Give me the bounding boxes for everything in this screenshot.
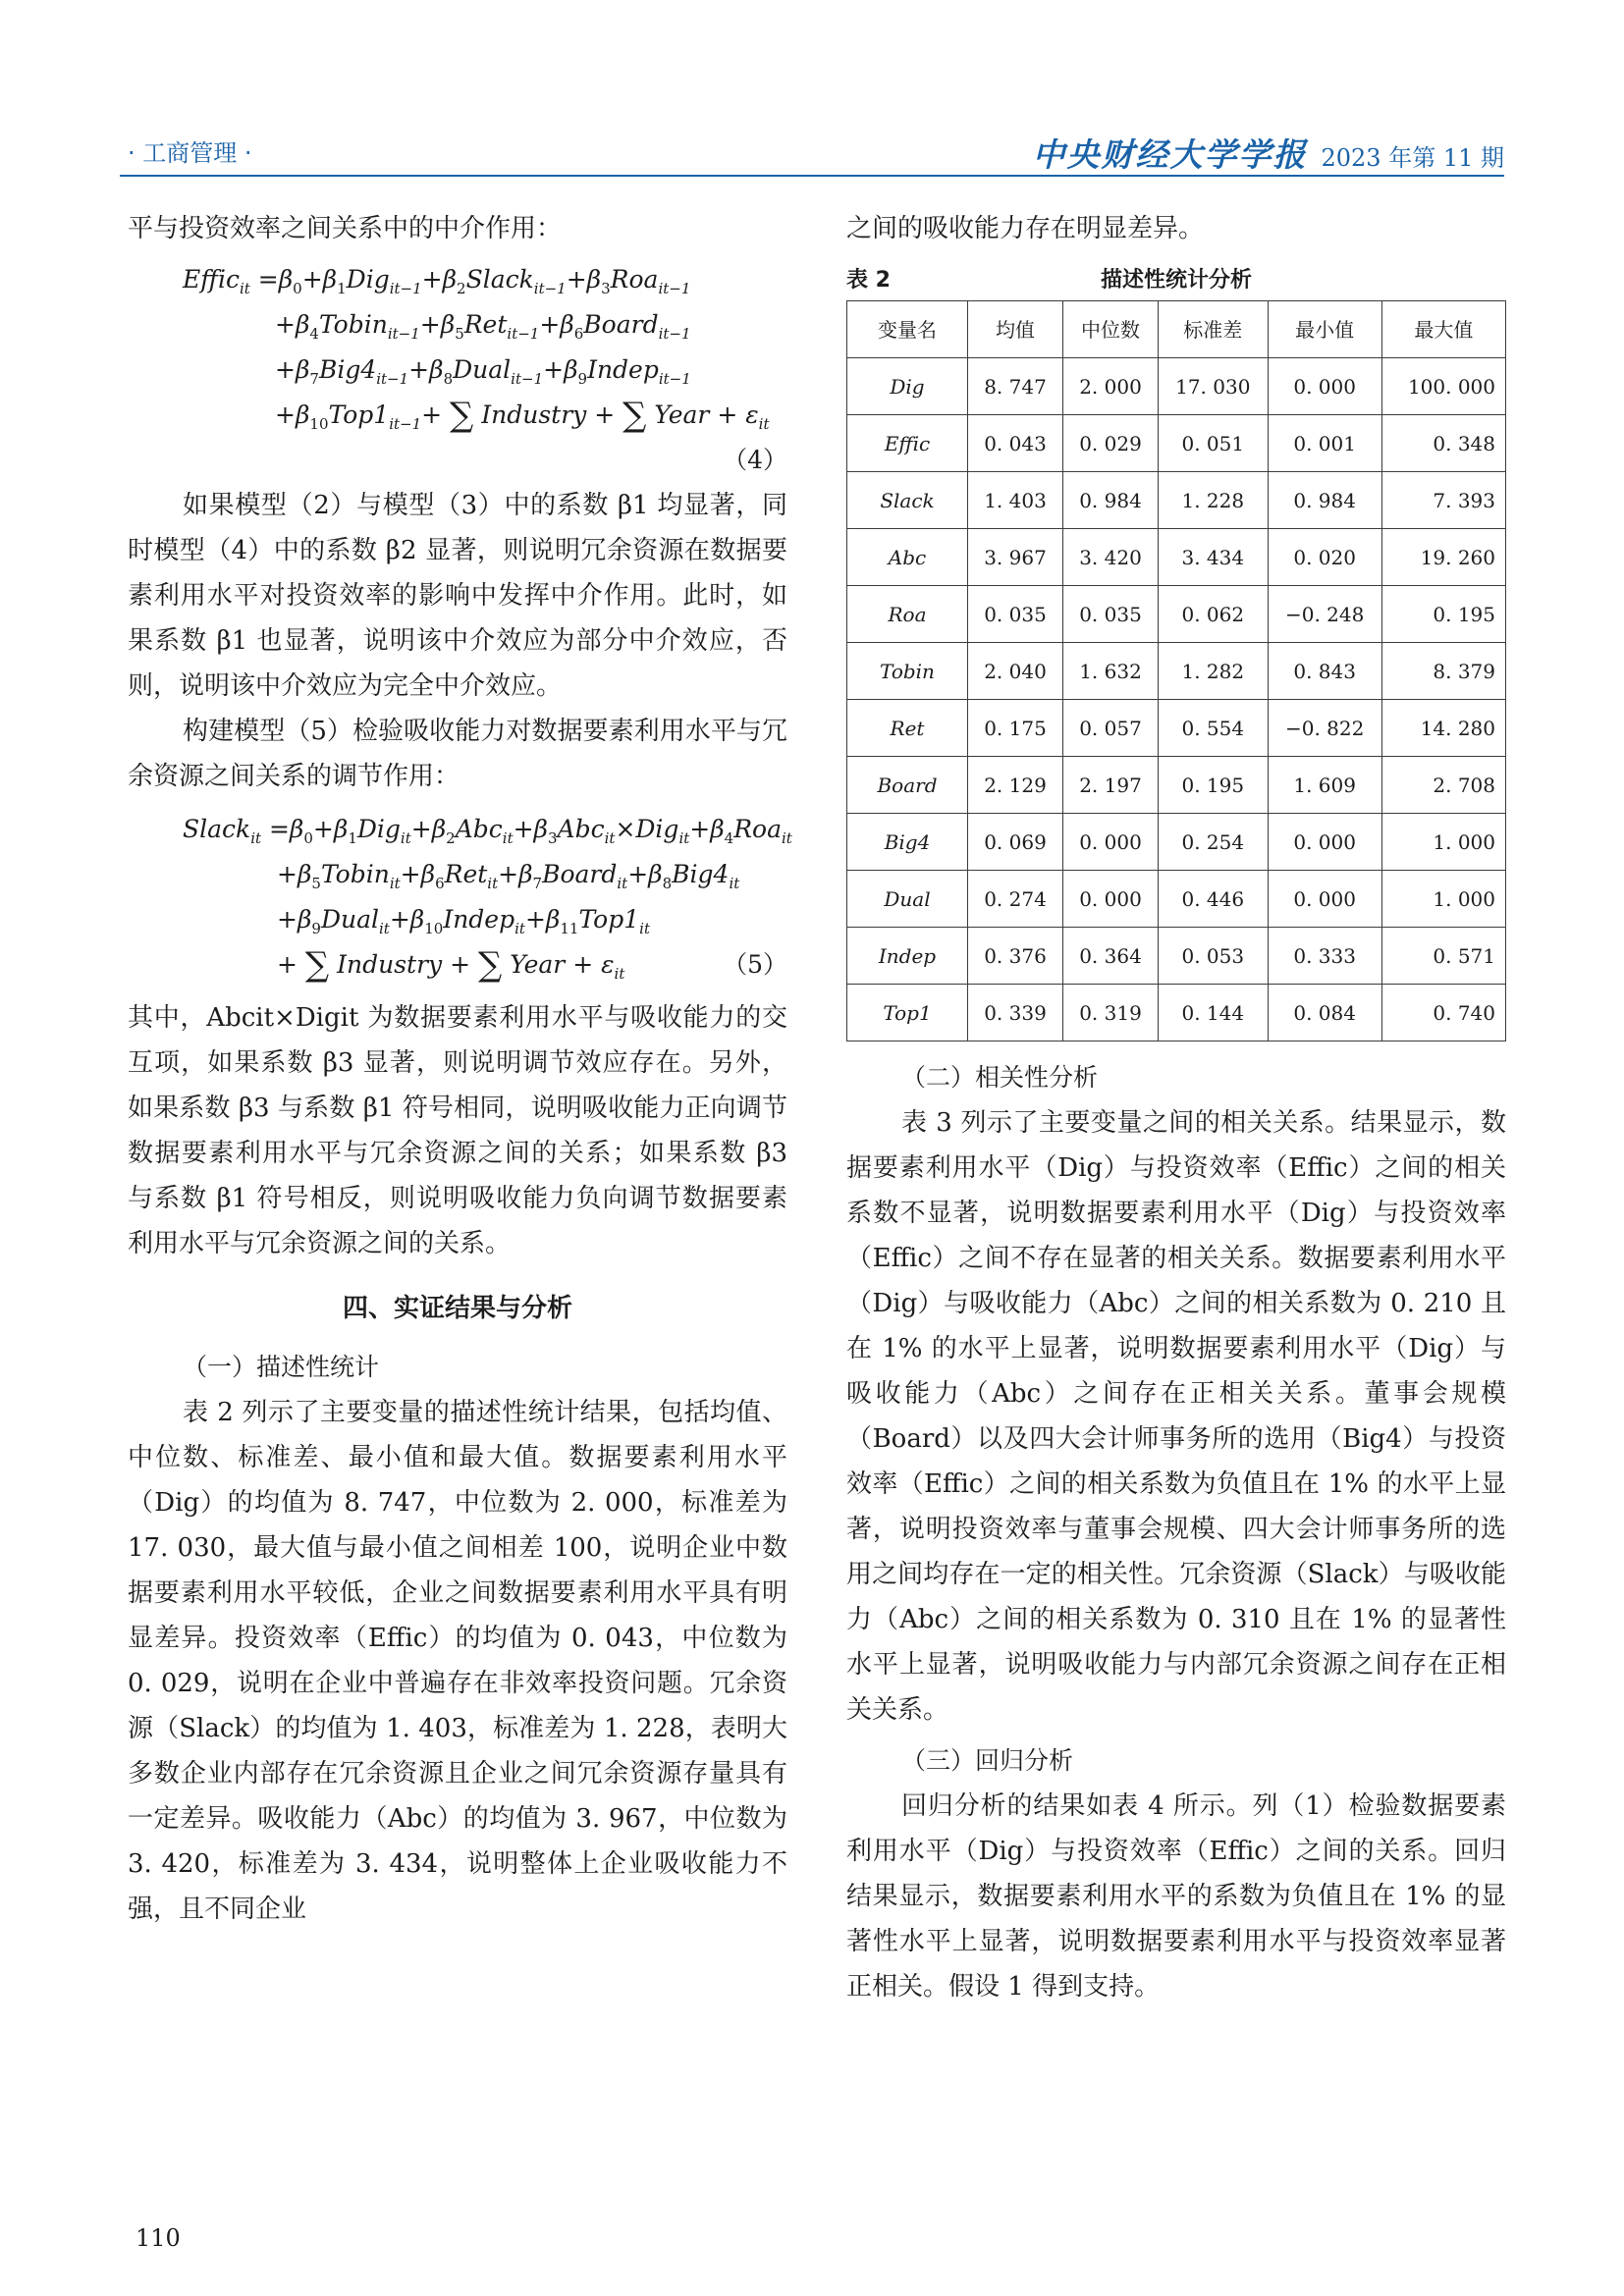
- header-cell: 均值: [968, 301, 1063, 358]
- cell-max: 19. 260: [1381, 529, 1505, 586]
- cell-min: 0. 000: [1268, 871, 1381, 928]
- cell-mean: 0. 339: [968, 985, 1063, 1041]
- equation-4: Effic$_{it}$ $=\beta_0+\beta_1Dig_{it-1}+\beta_2Slack_{it-1}+\beta_3Roa_{it-1}$ $+\beta_4Tobin_{it-1}+\beta_5Ret_{it-1}+\beta_6Board_{it-1}$ $+\beta_7Big4_{it-1}+\beta_8Dual_{it-1}+\beta_9Indep_{it-1}$ $+\beta_{10}Top1_{it-1}+$ ∑ Industry + ∑ Year + $\varepsilon_{it}$ （4）: [128, 257, 787, 483]
- cell-sd: 17. 030: [1159, 358, 1269, 415]
- left-paragraph-3: 构建模型（5）检验吸收能力对数据要素利用水平与冗余资源之间关系的调节作用：: [128, 717, 787, 791]
- right-paragraph-2: 表 3 列示了主要变量之间的相关关系。结果显示，数据要素利用水平（Dig）与投资效率（Effic）之间的相关系数不显著，说明数据要素利用水平（Dig）与投资效率（Effic）之间不存在显著的相关关系。数据要素利用水平（Dig）与吸收能力（Abc）之间的相关系数为 0. 210 且在 1% 的水平上显著，说明数据要素利用水平（Dig）与吸收能力（Abc）之间存在正相关关系。董事会规模（Board）以及四大会计师事务所的选用（Big4）与投资效率（Effic）之间的相关系数为负值且在 1% 的水平上显著，说明投资效率与董事会规模、四大会计师事务所的选用之间均存在一定的相关性。冗余资源（Slack）与吸收能力（Abc）之间的相关系数为 0. 310 且在 1% 的显著性水平上显著，说明吸收能力与内部冗余资源之间存在正相关关系。: [846, 1108, 1506, 1725]
- variable-name: Dig: [847, 358, 968, 415]
- table-row: [847, 985, 1506, 1041]
- cell-mean: 0. 175: [968, 700, 1063, 757]
- table-row: [847, 700, 1506, 757]
- subsection-correlation: （二）相关性分析: [901, 1063, 1099, 1092]
- cell-mean: 3. 967: [968, 529, 1063, 586]
- cell-median: 0. 364: [1063, 928, 1159, 985]
- cell-median: 0. 035: [1063, 586, 1159, 643]
- cell-sd: 0. 195: [1159, 757, 1269, 814]
- table-row: [847, 472, 1506, 529]
- right-paragraph-1: 之间的吸收能力存在明显差异。: [846, 214, 1205, 243]
- table-row: [847, 871, 1506, 928]
- subsection-descriptive: （一）描述性统计: [183, 1353, 380, 1381]
- table-row: [847, 757, 1506, 814]
- cell-sd: 0. 051: [1159, 415, 1269, 472]
- variable-name: Ret: [847, 700, 968, 757]
- header-cell: 最大值: [1381, 301, 1505, 358]
- cell-mean: 0. 069: [968, 814, 1063, 871]
- cell-max: 100. 000: [1381, 358, 1505, 415]
- variable-name: Roa: [847, 586, 968, 643]
- cell-sd: 0. 062: [1159, 586, 1269, 643]
- cell-min: 1. 609: [1268, 757, 1381, 814]
- cell-max: 0. 348: [1381, 415, 1505, 472]
- cell-mean: 2. 040: [968, 643, 1063, 700]
- cell-median: 0. 000: [1063, 814, 1159, 871]
- subsection-regression: （三）回归分析: [901, 1746, 1074, 1775]
- cell-sd: 1. 282: [1159, 643, 1269, 700]
- cell-max: 1. 000: [1381, 814, 1505, 871]
- cell-sd: 0. 254: [1159, 814, 1269, 871]
- cell-min: 0. 333: [1268, 928, 1381, 985]
- cell-median: 1. 632: [1063, 643, 1159, 700]
- table-2-title: 描述性统计分析: [1100, 268, 1252, 293]
- running-header-journal-issue: [1032, 130, 1504, 176]
- variable-name: Abc: [847, 529, 968, 586]
- cell-mean: 0. 035: [968, 586, 1063, 643]
- table-row: [847, 643, 1506, 700]
- table-header-row: [847, 301, 1506, 358]
- cell-min: 0. 000: [1268, 358, 1381, 415]
- header-cell: 标准差: [1159, 301, 1269, 358]
- variable-name: Dual: [847, 871, 968, 928]
- cell-median: 0. 000: [1063, 871, 1159, 928]
- cell-median: 2. 000: [1063, 358, 1159, 415]
- issue-label: 2023 年第 11 期: [1321, 144, 1504, 172]
- right-paragraph-3: 回归分析的结果如表 4 所示。列（1）检验数据要素利用水平（Dig）与投资效率（Effic）之间的关系。回归结果显示，数据要素利用水平的系数为负值且在 1% 的显著性水平上显著，说明数据要素利用水平与投资效率显著正相关。假设 1 得到支持。: [846, 1791, 1506, 2002]
- running-header-section: · 工商管理 ·: [128, 139, 252, 167]
- cell-max: 0. 571: [1381, 928, 1505, 985]
- cell-sd: 3. 434: [1159, 529, 1269, 586]
- header-cell: 最小值: [1268, 301, 1381, 358]
- left-paragraph-1: 平与投资效率之间关系中的中介作用：: [128, 214, 563, 243]
- table-row: [847, 529, 1506, 586]
- left-paragraph-5: 表 2 列示了主要变量的描述性统计结果，包括均值、中位数、标准差、最小值和最大值。数据要素利用水平（Dig）的均值为 8. 747，中位数为 2. 000，标准差为 17. 030，最大值与最小值之间相差 100，说明企业中数据要素利用水平较低，企业之间数据要素利用水平具有明显差异。投资效率（Effic）的均值为 0. 043，中位数为 0. 029，说明在企业中普遍存在非效率投资问题。冗余资源（Slack）的均值为 1. 403，标准差为 1. 228，表明大多数企业内部存在冗余资源且企业之间冗余资源存量具有一定差异。吸收能力（Abc）的均值为 3. 967，中位数为 3. 420，标准差为 3. 434，说明整体上企业吸收能力不强，且不同企业: [128, 1398, 787, 1924]
- cell-median: 0. 029: [1063, 415, 1159, 472]
- cell-median: 0. 319: [1063, 985, 1159, 1041]
- cell-sd: 0. 554: [1159, 700, 1269, 757]
- table-row: [847, 415, 1506, 472]
- equation-5-number: （5）: [723, 950, 787, 979]
- cell-median: 0. 984: [1063, 472, 1159, 529]
- cell-min: 0. 843: [1268, 643, 1381, 700]
- variable-name: Effic: [847, 415, 968, 472]
- cell-mean: 0. 274: [968, 871, 1063, 928]
- cell-sd: 0. 446: [1159, 871, 1269, 928]
- header-cell: 中位数: [1063, 301, 1159, 358]
- table-row: [847, 928, 1506, 985]
- variable-name: Indep: [847, 928, 968, 985]
- page-number: 110: [135, 2224, 181, 2252]
- cell-min: −0. 822: [1268, 700, 1381, 757]
- cell-max: 0. 195: [1381, 586, 1505, 643]
- equation-4-number: （4）: [723, 446, 787, 474]
- cell-median: 3. 420: [1063, 529, 1159, 586]
- cell-mean: 1. 403: [968, 472, 1063, 529]
- cell-sd: 1. 228: [1159, 472, 1269, 529]
- cell-mean: 2. 129: [968, 757, 1063, 814]
- cell-max: 14. 280: [1381, 700, 1505, 757]
- cell-min: 0. 984: [1268, 472, 1381, 529]
- cell-min: 0. 084: [1268, 985, 1381, 1041]
- cell-max: 0. 740: [1381, 985, 1505, 1041]
- cell-sd: 0. 144: [1159, 985, 1269, 1041]
- cell-max: 8. 379: [1381, 643, 1505, 700]
- cell-max: 7. 393: [1381, 472, 1505, 529]
- header-rule: [120, 175, 1504, 177]
- right-column: [846, 206, 1506, 2009]
- cell-min: −0. 248: [1268, 586, 1381, 643]
- cell-mean: 0. 376: [968, 928, 1063, 985]
- cell-mean: 0. 043: [968, 415, 1063, 472]
- table-row: [847, 358, 1506, 415]
- cell-mean: 8. 747: [968, 358, 1063, 415]
- journal-name: 中央财经大学学报: [1032, 135, 1308, 174]
- cell-median: 0. 057: [1063, 700, 1159, 757]
- cell-sd: 0. 053: [1159, 928, 1269, 985]
- table-2-label: 表 2: [846, 268, 891, 293]
- table-2-caption: [846, 261, 1506, 300]
- header-cell: 变量名: [847, 301, 968, 358]
- table-2: [846, 300, 1506, 1041]
- left-paragraph-2: 如果模型（2）与模型（3）中的系数 β1 均显著，同时模型（4）中的系数 β2 显著，则说明冗余资源在数据要素利用水平对投资效率的影响中发挥中介作用。此时，如果系数 β1 也显著，说明该中介效应为部分中介效应，否则，说明该中介效应为完全中介效应。: [128, 491, 787, 701]
- table-row: [847, 586, 1506, 643]
- variable-name: Slack: [847, 472, 968, 529]
- left-paragraph-4: 其中，Abcit×Digit 为数据要素利用水平与吸收能力的交互项，如果系数 β3 显著，则说明调节效应存在。另外，如果系数 β3 与系数 β1 符号相同，说明吸收能力正向调节数据要素利用水平与冗余资源之间的关系；如果系数 β3 与系数 β1 符号相反，则说明吸收能力负向调节数据要素利用水平与冗余资源之间的关系。: [128, 1003, 787, 1258]
- variable-name: Tobin: [847, 643, 968, 700]
- section-title: 四、实证结果与分析: [342, 1294, 572, 1323]
- cell-min: 0. 001: [1268, 415, 1381, 472]
- cell-max: 1. 000: [1381, 871, 1505, 928]
- cell-min: 0. 020: [1268, 529, 1381, 586]
- left-column: [128, 206, 792, 1932]
- variable-name: Board: [847, 757, 968, 814]
- table-row: [847, 814, 1506, 871]
- cell-median: 2. 197: [1063, 757, 1159, 814]
- equation-5: Slack$_{it}$ $=\beta_0+\beta_1Dig_{it}+\beta_2Abc_{it}+\beta_3Abc_{it}\times Dig_{it}+\beta_4Roa_{it}$ $+\beta_5Tobin_{it}+\beta_6Ret_{it}+\beta_7Board_{it}+\beta_8Big4_{it}$ $+\beta_9Dual_{it}+\beta_{10}Indep_{it}+\beta_{11}Top1_{it}$ + ∑ Industry + ∑ Year + $\varepsilon_{it}$ （5）: [128, 807, 787, 988]
- cell-min: 0. 000: [1268, 814, 1381, 871]
- variable-name: Top1: [847, 985, 968, 1041]
- variable-name: Big4: [847, 814, 968, 871]
- cell-max: 2. 708: [1381, 757, 1505, 814]
